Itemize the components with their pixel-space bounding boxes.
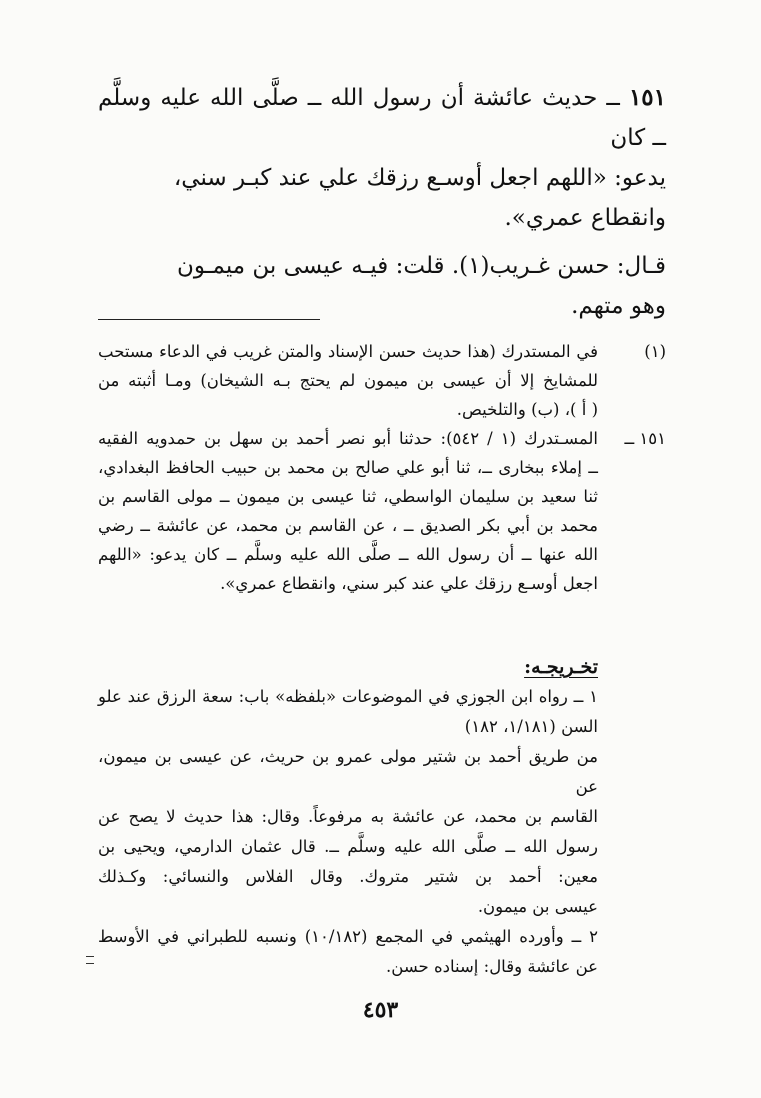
hadith-text-1: ــ حديث عائشة أن رسول الله ــ صلَّى الله عليه وسلَّم ــ كان [98, 85, 666, 151]
footnote-151-line: المسـتدرك (١ / ٥٤٢): حدثنا أبو نصر أحمد بن سهل بن حمدويه الفقيه [98, 429, 598, 448]
footnote-1-line: في المستدرك (هذا حديث حسن الإسناد والمتن غريب في الدعاء مستحب [98, 342, 598, 361]
hadith-number: ١٥١ [628, 84, 667, 111]
comment-line-2: وهو متهم. [571, 293, 666, 319]
takhrij-line: عيسى بن ميمون. [477, 897, 598, 916]
margin-mark [86, 956, 94, 964]
page-number: ٤٥٣ [362, 997, 399, 1023]
hadith-line-1 [98, 78, 666, 158]
footnote-1 [98, 337, 666, 424]
footnote-151-line: اجعل أوسـع رزقك علي عند كبر سني، وانقطاع عمري». [220, 574, 598, 593]
takhrij-line: ٢ ــ وأورده الهيثمي في المجمع (١٠/١٨٢) ونسبه للطبراني في الأوسط [98, 927, 598, 946]
hadith-line-3: وانقطاع عمري». [504, 205, 666, 231]
footnote-1-line: ( أ )، (ب) والتلخيص. [456, 400, 598, 419]
takhrij-line: معين: أحمد بن شتير متروك. وقال الفلاس والنسائي: وكـذلك [98, 867, 598, 886]
footnote-divider [98, 319, 320, 320]
footnote-151-line: ــ إملاء ببخارى ــ، ثنا أبو علي صالح بن محمد بن حبيب الحافظ البغدادي، [98, 458, 598, 477]
takhrij-line: رسول الله ــ صلَّى الله عليه وسلَّم ــ. قال عثمان الدارمي، ويحيى بن [98, 837, 598, 856]
footnote-151-body [98, 424, 598, 598]
footnote-1-body [98, 337, 598, 424]
footnote-151-marker: ١٥١ ــ [624, 429, 666, 448]
takhrij-heading: تخـريجـه: [524, 656, 598, 678]
footnote-151-line: محمد بن أبي بكر الصديق ــ ، عن القاسم بن محمد، عن عائشة ــ رضي [98, 516, 598, 535]
footnote-1-line: للمشايخ إلا أن عيسى بن ميمون لم يحتج بـه الشيخان) ومـا أثبته من [98, 371, 598, 390]
takhrij-line: عن عائشة وقال: إسناده حسن. [386, 957, 598, 976]
main-text [98, 78, 666, 326]
takhrij-line: السن (١/١٨١، ١٨٢) [464, 717, 598, 736]
footnote-151-line: الله عنها ــ أن رسول الله ــ صلَّى الله عليه وسلَّم ــ كان يدعو: «اللهم [98, 545, 598, 564]
footnote-151 [98, 424, 666, 598]
comment-line-1: قـال: حسن غـريب(١). قلت: فيـه عيسى بن ميمـون [177, 253, 666, 279]
footnote-1-marker: (١) [644, 342, 666, 361]
hadith-line-2: يدعو: «اللهم اجعل أوسـع رزقك علي عند كبـر سني، [173, 165, 666, 191]
hadith-block [98, 78, 666, 326]
takhrij-line: من طريق أحمد بن شتير مولى عمرو بن حريث، عن عيسى بن ميمون، عن [98, 747, 598, 796]
footnotes [98, 337, 666, 598]
footnote-151-line: ثنا سعيد بن سليمان الواسطي، ثنا عيسى بن ميمون ــ مولى القاسم بن [98, 487, 598, 506]
takhrij-line: القاسم بن محمد، عن عائشة به مرفوعاً. وقال: هذا حديث لا يصح عن [98, 807, 598, 826]
takhrij-line: ١ ــ رواه ابن الجوزي في الموضوعات «بلفظه» باب: سعة الرزق عند علو [98, 687, 598, 706]
takhrij-section [98, 652, 598, 982]
